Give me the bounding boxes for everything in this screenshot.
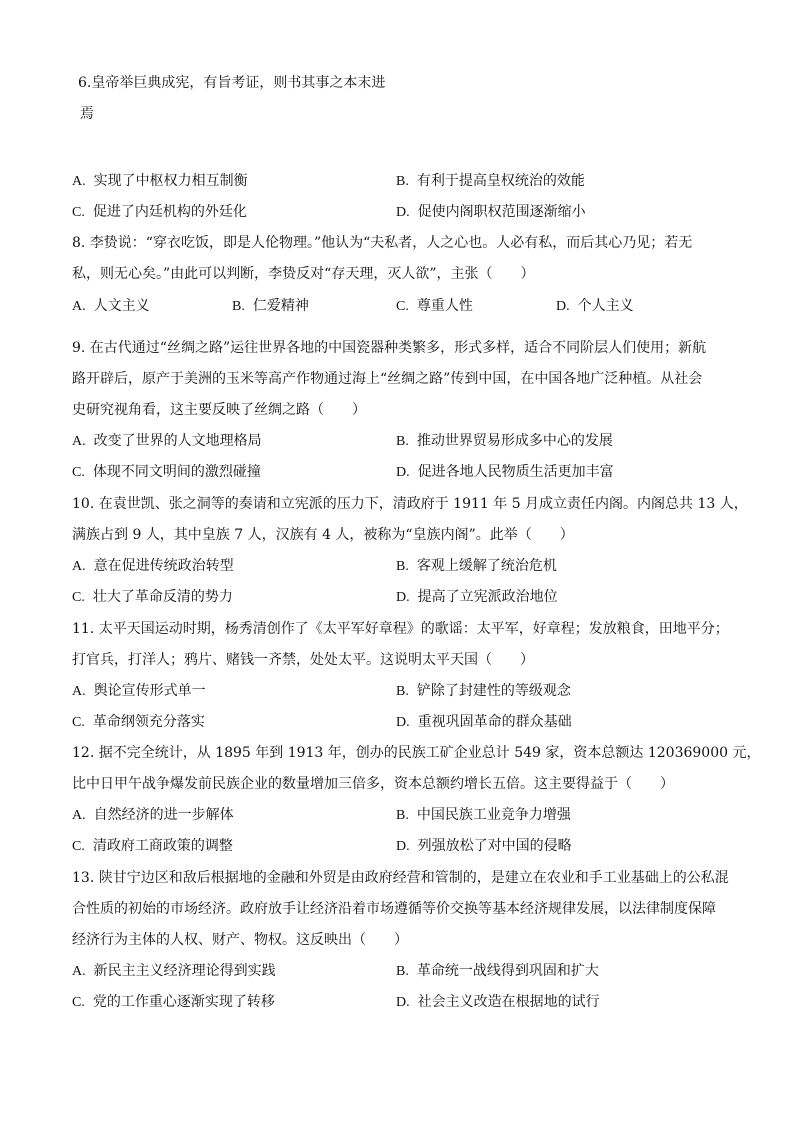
option-b: B. 客观上缓解了统治危机 bbox=[396, 558, 557, 574]
option-d: D. 个人主义 bbox=[556, 298, 634, 314]
option-b: B. 有利于提高皇权统治的效能 bbox=[396, 173, 585, 189]
option-a: A. 实现了中枢权力相互制衡 bbox=[72, 173, 248, 189]
option-c: C. 党的工作重心逐渐实现了转移 bbox=[72, 994, 275, 1010]
option-a: A. 新民主主义经济理论得到实践 bbox=[72, 963, 276, 979]
option-c: C. 壮大了革命反清的势力 bbox=[72, 589, 233, 605]
option-c: C. 清政府工商政策的调整 bbox=[72, 838, 233, 854]
option-c: C. 促进了内廷机构的外廷化 bbox=[72, 204, 247, 220]
question-stem-line: 满族占到 9 人，其中皇族 7 人，汉族有 4 人，被称为“皇族内阁”。此举（ ） bbox=[72, 527, 574, 543]
option-a: A. 舆论宣传形式单一 bbox=[72, 683, 206, 699]
question-stem-line: 9. 在古代通过“丝绸之路”运往世界各地的中国瓷器种类繁多，形式多样，适合不同阶层人们使用；新航 bbox=[72, 340, 707, 356]
question-stem-line: 史研究视角看，这主要反映了丝绸之路（ ） bbox=[72, 402, 366, 418]
question-stem-line: 比中日甲午战争爆发前民族企业的数量增加三倍多，资本总额约增长五倍。这主要得益于（ ） bbox=[72, 776, 674, 792]
option-a: A. 自然经济的进一步解体 bbox=[72, 807, 234, 823]
question-stem-line: 打官兵，打洋人；鸦片、赌钱一齐禁，处处太平。这说明太平天国（ ） bbox=[72, 652, 534, 668]
option-a: A. 意在促进传统政治转型 bbox=[72, 558, 234, 574]
question-stem-line: 8. 李贽说：“穿衣吃饭，即是人伦物理。”他认为“夫私者，人之心也。人必有私，而后其心乃见；若无 bbox=[72, 235, 693, 251]
option-a: A. 改变了世界的人文地理格局 bbox=[72, 433, 262, 449]
option-d: D. 社会主义改造在根据地的试行 bbox=[396, 994, 600, 1010]
question-stem-line: 10. 在袁世凯、张之洞等的奏请和立宪派的压力下，清政府于 1911 年 5 月成立责任内阁。内阁总共 13 人， bbox=[72, 496, 748, 512]
option-c: C. 尊重人性 bbox=[396, 298, 473, 314]
question-stem-line: 11. 太平天国运动时期，杨秀清创作了《太平军好章程》的歌谣：太平军，好章程；发放粮食，田地平分； bbox=[72, 621, 729, 637]
question-stem-line: 6.皇帝举巨典成宪，有旨考证，则书其事之本末进 bbox=[78, 75, 386, 91]
option-d: D. 促使内阁职权范围逐渐缩小 bbox=[396, 204, 586, 220]
option-d: D. 列强放松了对中国的侵略 bbox=[396, 838, 572, 854]
option-d: D. 提高了立宪派政治地位 bbox=[396, 589, 558, 605]
question-stem-line: 12. 据不完全统计，从 1895 年到 1913 年，创办的民族工矿企业总计 549 家，资本总额达 120369000 元， bbox=[72, 745, 761, 761]
option-b: B. 中国民族工业竞争力增强 bbox=[396, 807, 571, 823]
option-d: D. 重视巩固革命的群众基础 bbox=[396, 714, 572, 730]
option-a: A. 人文主义 bbox=[72, 298, 150, 314]
option-b: B. 铲除了封建性的等级观念 bbox=[396, 683, 571, 699]
option-d: D. 促进各地人民物质生活更加丰富 bbox=[396, 464, 614, 480]
option-c: C. 体现不同文明间的激烈碰撞 bbox=[72, 464, 261, 480]
question-stem-line: 13. 陕甘宁边区和敌后根据地的金融和外贸是由政府经营和管制的，是建立在农业和手工业基础上的公私混 bbox=[72, 870, 729, 886]
option-c: C. 革命纲领充分落实 bbox=[72, 714, 205, 730]
question-stem-line: 合性质的初始的市场经济。政府放手让经济沿着市场遵循等价交换等基本经济规律发展，以法律制度保障 bbox=[72, 901, 716, 917]
question-stem-line: 私，则无心矣。”由此可以判断，李贽反对“存天理，灭人欲”，主张（ ） bbox=[72, 266, 535, 282]
question-stem-line: 路开辟后，原产于美洲的玉米等高产作物通过海上“丝绸之路”传到中国，在中国各地广泛种植。从社会 bbox=[72, 371, 703, 387]
option-b: B. 推动世界贸易形成多中心的发展 bbox=[396, 433, 613, 449]
option-b: B. 仁爱精神 bbox=[232, 298, 309, 314]
option-b: B. 革命统一战线得到巩固和扩大 bbox=[396, 963, 599, 979]
question-stem-line: 焉 bbox=[80, 106, 94, 122]
question-stem-line: 经济行为主体的人权、财产、物权。这反映出（ ） bbox=[72, 932, 408, 948]
